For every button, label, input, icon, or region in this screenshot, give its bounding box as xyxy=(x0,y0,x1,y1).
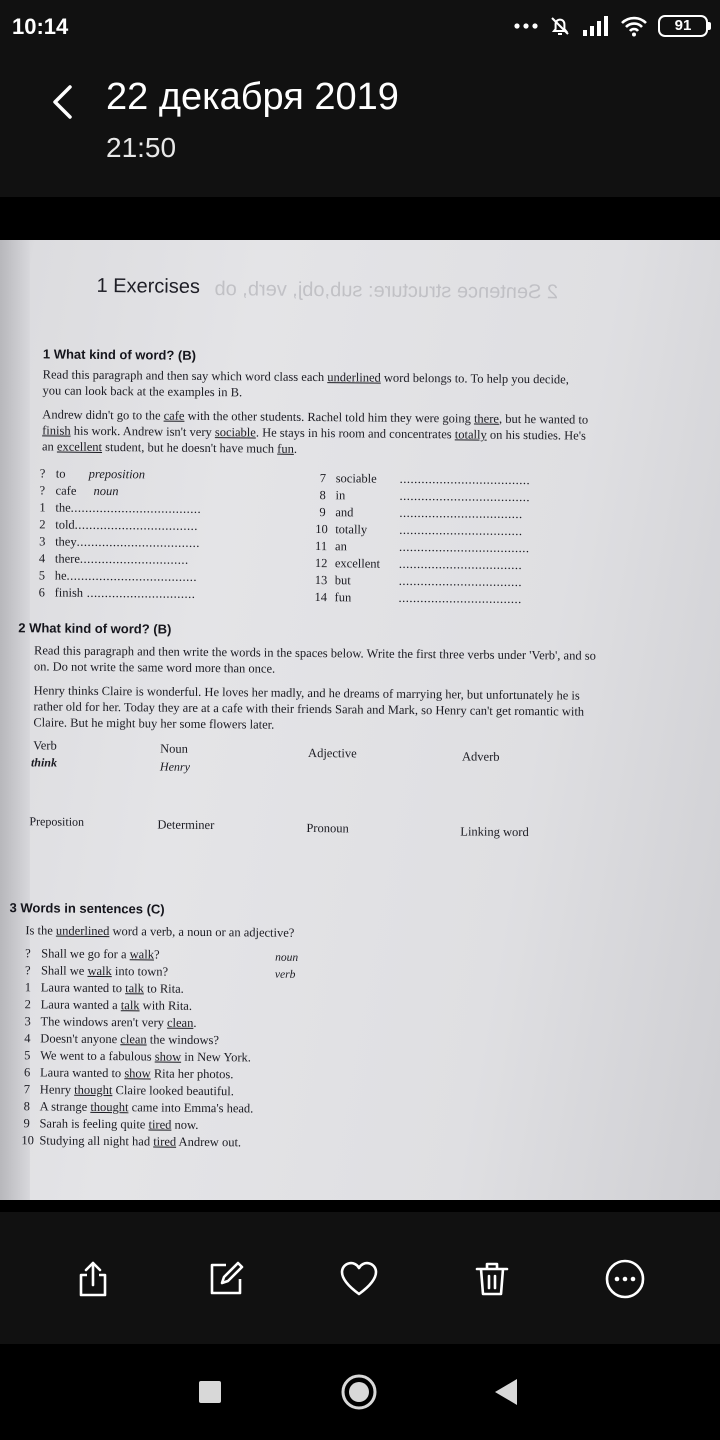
status-time: 10:14 xyxy=(12,14,69,39)
list-item: 9 Sarah is feeling quite tired now. xyxy=(23,1116,199,1132)
signal-icon xyxy=(582,16,610,36)
list-item: 12 excellent .................................. xyxy=(314,556,523,573)
ex3-instructions: Is the underlined word a verb, a noun or an adjective? xyxy=(25,923,295,940)
col-linking-word: Linking word xyxy=(460,824,529,840)
bell-muted-icon xyxy=(548,14,572,38)
list-item: 5 We went to a fabulous show in New York. xyxy=(24,1048,252,1065)
system-nav-bar xyxy=(0,1344,720,1440)
status-bar xyxy=(0,0,720,56)
ex1-instructions: Read this paragraph and then say which word class each underlined word belongs to. To help you decide, you can look back at the examples in B. xyxy=(42,367,569,400)
square-icon xyxy=(198,1380,222,1404)
list-item: ? Shall we go for a walk? xyxy=(25,946,160,962)
wifi-icon xyxy=(620,15,648,37)
ex3-title: 3 Words in sentences (C) xyxy=(9,900,165,917)
example-noun: Henry xyxy=(159,759,191,774)
back-arrow-icon xyxy=(50,84,74,120)
heart-icon xyxy=(338,1259,380,1299)
nav-back-button[interactable] xyxy=(484,1370,528,1414)
col-adjective: Adjective xyxy=(308,745,357,761)
list-item: 13 but .................................. xyxy=(314,573,523,590)
triangle-back-icon xyxy=(493,1378,519,1406)
list-item: 10 Studying all night had tired Andrew out. xyxy=(21,1133,242,1150)
list-item: 4 there.............................. xyxy=(38,551,189,567)
delete-button[interactable] xyxy=(468,1255,516,1303)
list-item: 7 Henry thought Claire looked beautiful. xyxy=(23,1082,234,1099)
photo-image[interactable] xyxy=(0,240,720,1200)
list-item: 2 told.................................. xyxy=(39,517,199,533)
photo-date: 22 декабря 2019 xyxy=(106,76,399,118)
share-button[interactable] xyxy=(69,1255,117,1303)
col-pronoun: Pronoun xyxy=(306,820,349,836)
photo-viewer[interactable] xyxy=(0,197,720,1212)
photo-actions-bar xyxy=(0,1212,720,1344)
list-item: 2 Laura wanted a talk with Rita. xyxy=(24,997,193,1013)
list-item: 14 fun .................................. xyxy=(314,590,522,607)
ex2-instructions: Read this paragraph and then write the words in the spaces below. Write the first three verbs under 'Verb', and so on. Do not write the same word more than once. xyxy=(33,643,596,676)
col-determiner: Determiner xyxy=(157,817,215,833)
status-icons xyxy=(514,14,708,38)
answer-item: verb xyxy=(274,968,296,981)
ex1-title: 1 What kind of word? (B) xyxy=(42,346,197,363)
share-icon xyxy=(73,1259,113,1299)
example-verb: think xyxy=(30,755,58,770)
list-item: 4 Doesn't anyone clean the windows? xyxy=(24,1031,220,1048)
home-button[interactable] xyxy=(337,1370,381,1414)
list-item: 8 in .................................... xyxy=(319,488,531,505)
recents-button[interactable] xyxy=(188,1370,232,1414)
list-item: ? cafe noun xyxy=(39,483,119,499)
col-preposition: Preposition xyxy=(29,814,85,829)
list-item: ? Shall we walk into town? xyxy=(24,963,169,979)
list-item: 3 they.................................. xyxy=(39,534,200,550)
ex2-paragraph: Henry thinks Claire is wonderful. He loves her madly, and he dreams of marrying her, but unfortunately he is rather old for her. Today they are at a cafe with their friends Sarah and Mark, so Henry can't get romantic with Claire. But he might buy her some flowers later. xyxy=(33,683,585,732)
list-item: 8 A strange thought came into Emma's head. xyxy=(23,1099,254,1116)
col-noun: Noun xyxy=(160,741,188,756)
edit-button[interactable] xyxy=(202,1255,250,1303)
list-item: ? to preposition xyxy=(39,466,146,482)
list-item: 3 The windows aren't very clean. xyxy=(24,1014,197,1030)
back-button[interactable] xyxy=(38,78,86,126)
more-button[interactable] xyxy=(601,1255,649,1303)
col-verb: Verb xyxy=(33,738,57,753)
ex1-paragraph: Andrew didn't go to the cafe with the other students. Rachel told him they were going there, but he wanted to finish his work. Andrew isn't very sociable. He stays in his room and concentrates totally on his studies. He's an excellent student, but he doesn't have much fun. xyxy=(41,407,589,456)
photo-header xyxy=(0,56,720,197)
list-item: 1 the.................................... xyxy=(39,500,202,516)
favorite-button[interactable] xyxy=(335,1255,383,1303)
trash-icon xyxy=(472,1259,512,1299)
list-item: 11 an .................................... xyxy=(315,539,530,556)
list-item: 6 finish .............................. xyxy=(38,585,196,601)
photo-time: 21:50 xyxy=(106,132,177,163)
battery-indicator: 91 xyxy=(658,15,708,37)
circle-icon xyxy=(340,1373,378,1411)
list-item: 10 totally .................................. xyxy=(315,522,523,539)
more-dots-icon xyxy=(514,22,538,30)
textbook-page xyxy=(0,240,720,1200)
list-item: 9 and .................................. xyxy=(319,505,523,522)
ex2-title: 2 What kind of word? (B) xyxy=(18,620,172,637)
list-item: 6 Laura wanted to show Rita her photos. xyxy=(23,1065,234,1082)
list-item: 1 Laura wanted to talk to Rita. xyxy=(24,980,184,996)
edit-icon xyxy=(206,1259,246,1299)
bleed-through-text: 2 Sentence structure: sub,obj, verb, ob xyxy=(214,278,559,304)
list-item: 7 sociable .................................... xyxy=(319,471,531,488)
col-adverb: Adverb xyxy=(461,749,500,764)
answer-item: noun xyxy=(275,951,299,964)
more-icon xyxy=(604,1258,646,1300)
chapter-title: 1 Exercises xyxy=(96,274,201,298)
list-item: 5 he.................................... xyxy=(38,568,198,584)
